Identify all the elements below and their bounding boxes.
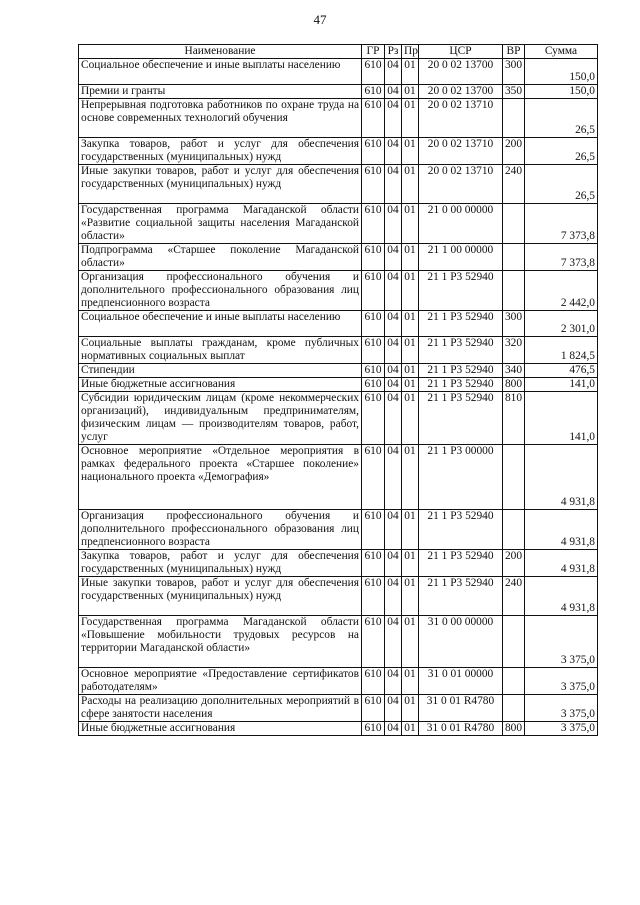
table-row [79, 364, 598, 378]
row-gr-cell: 610 [362, 311, 385, 337]
row-vr-cell [503, 445, 525, 510]
row-vr-cell: 340 [503, 364, 525, 378]
row-rz-cell: 04 [385, 577, 402, 616]
row-vr-cell: 240 [503, 577, 525, 616]
row-csr-cell: 21 1 P3 52940 [419, 510, 503, 550]
column-header-sum: Сумма [525, 45, 598, 59]
row-name-cell: Государственная программа Магаданской области «Развитие социальной защиты населения Магаданской области» [79, 204, 362, 244]
row-rz-cell: 04 [385, 695, 402, 722]
row-sum-cell: 7 373,8 [525, 204, 598, 244]
row-sum-cell: 4 931,8 [525, 445, 598, 510]
row-sum-cell: 4 931,8 [525, 550, 598, 577]
row-gr-cell: 610 [362, 695, 385, 722]
table-row [79, 138, 598, 165]
row-csr-cell: 21 0 00 00000 [419, 204, 503, 244]
row-csr-cell: 21 1 P3 52940 [419, 577, 503, 616]
row-csr-cell: 20 0 02 13710 [419, 165, 503, 204]
row-sum-cell: 3 375,0 [525, 695, 598, 722]
row-gr-cell: 610 [362, 445, 385, 510]
row-gr-cell: 610 [362, 85, 385, 99]
row-sum-cell: 1 824,5 [525, 337, 598, 364]
row-pr-cell: 01 [402, 550, 419, 577]
row-rz-cell: 04 [385, 392, 402, 445]
row-sum-cell: 3 375,0 [525, 616, 598, 668]
row-vr-cell: 200 [503, 138, 525, 165]
row-gr-cell: 610 [362, 337, 385, 364]
table-row [79, 337, 598, 364]
row-rz-cell: 04 [385, 85, 402, 99]
row-gr-cell: 610 [362, 510, 385, 550]
row-sum-cell: 26,5 [525, 165, 598, 204]
row-rz-cell: 04 [385, 550, 402, 577]
row-pr-cell: 01 [402, 138, 419, 165]
row-vr-cell: 320 [503, 337, 525, 364]
row-sum-cell: 141,0 [525, 378, 598, 392]
row-pr-cell: 01 [402, 204, 419, 244]
row-sum-cell: 4 931,8 [525, 577, 598, 616]
row-sum-cell: 3 375,0 [525, 722, 598, 736]
row-csr-cell: 31 0 01 00000 [419, 668, 503, 695]
row-pr-cell: 01 [402, 392, 419, 445]
row-csr-cell: 31 0 01 R4780 [419, 722, 503, 736]
row-csr-cell: 31 0 00 00000 [419, 616, 503, 668]
row-gr-cell: 610 [362, 550, 385, 577]
row-csr-cell: 20 0 02 13700 [419, 59, 503, 85]
row-vr-cell [503, 695, 525, 722]
table-row [79, 85, 598, 99]
row-pr-cell: 01 [402, 364, 419, 378]
row-name-cell: Субсидии юридическим лицам (кроме некоммерческих организаций), индивидуальным предпринимателям, физическим лицам — производителям товаров, работ, услуг [79, 392, 362, 445]
row-name-cell: Расходы на реализацию дополнительных мероприятий в сфере занятости населения [79, 695, 362, 722]
table-body [79, 59, 598, 736]
row-pr-cell: 01 [402, 378, 419, 392]
row-gr-cell: 610 [362, 722, 385, 736]
row-csr-cell: 21 1 P3 52940 [419, 550, 503, 577]
row-rz-cell: 04 [385, 378, 402, 392]
row-gr-cell: 610 [362, 59, 385, 85]
row-gr-cell: 610 [362, 99, 385, 138]
row-rz-cell: 04 [385, 59, 402, 85]
row-csr-cell: 21 1 P3 52940 [419, 311, 503, 337]
row-rz-cell: 04 [385, 616, 402, 668]
budget-table [78, 44, 598, 736]
row-name-cell: Социальное обеспечение и иные выплаты населению [79, 311, 362, 337]
table-row [79, 577, 598, 616]
row-vr-cell [503, 616, 525, 668]
row-vr-cell [503, 271, 525, 311]
table-header-row [79, 45, 598, 59]
table-row [79, 244, 598, 271]
row-pr-cell: 01 [402, 271, 419, 311]
row-pr-cell: 01 [402, 311, 419, 337]
row-csr-cell: 31 0 01 R4780 [419, 695, 503, 722]
row-name-cell: Иные бюджетные ассигнования [79, 722, 362, 736]
table-row [79, 550, 598, 577]
row-name-cell: Иные закупки товаров, работ и услуг для обеспечения государственных (муниципальных) нужд [79, 577, 362, 616]
table-row [79, 311, 598, 337]
row-name-cell: Основное мероприятие «Отдельное мероприятия в рамках федерального проекта «Старшее поколение» национального проекта «Демография» [79, 445, 362, 510]
table-row [79, 59, 598, 85]
table-row [79, 695, 598, 722]
row-rz-cell: 04 [385, 99, 402, 138]
row-pr-cell: 01 [402, 577, 419, 616]
row-gr-cell: 610 [362, 668, 385, 695]
row-vr-cell [503, 510, 525, 550]
row-vr-cell [503, 668, 525, 695]
row-vr-cell: 300 [503, 311, 525, 337]
row-gr-cell: 610 [362, 616, 385, 668]
row-name-cell: Закупка товаров, работ и услуг для обеспечения государственных (муниципальных) нужд [79, 138, 362, 165]
row-pr-cell: 01 [402, 445, 419, 510]
row-csr-cell: 21 1 P3 52940 [419, 378, 503, 392]
row-csr-cell: 21 1 P3 00000 [419, 445, 503, 510]
row-csr-cell: 21 1 P3 52940 [419, 364, 503, 378]
row-pr-cell: 01 [402, 616, 419, 668]
row-vr-cell: 810 [503, 392, 525, 445]
row-vr-cell [503, 204, 525, 244]
row-csr-cell: 20 0 02 13710 [419, 138, 503, 165]
row-sum-cell: 476,5 [525, 364, 598, 378]
row-vr-cell: 350 [503, 85, 525, 99]
row-sum-cell: 26,5 [525, 138, 598, 165]
row-pr-cell: 01 [402, 99, 419, 138]
row-pr-cell: 01 [402, 722, 419, 736]
row-vr-cell [503, 99, 525, 138]
row-name-cell: Непрерывная подготовка работников по охране труда на основе современных технологий обучения [79, 99, 362, 138]
row-name-cell: Иные бюджетные ассигнования [79, 378, 362, 392]
row-sum-cell: 26,5 [525, 99, 598, 138]
row-gr-cell: 610 [362, 392, 385, 445]
row-name-cell: Организация профессионального обучения и дополнительного профессионального образования лиц предпенсионного возраста [79, 271, 362, 311]
row-vr-cell: 800 [503, 378, 525, 392]
row-gr-cell: 610 [362, 364, 385, 378]
row-gr-cell: 610 [362, 138, 385, 165]
table-row [79, 445, 598, 510]
row-gr-cell: 610 [362, 244, 385, 271]
row-sum-cell: 150,0 [525, 59, 598, 85]
row-vr-cell: 200 [503, 550, 525, 577]
table-row [79, 722, 598, 736]
row-csr-cell: 21 1 00 00000 [419, 244, 503, 271]
row-name-cell: Организация профессионального обучения и дополнительного профессионального образования лиц предпенсионного возраста [79, 510, 362, 550]
row-rz-cell: 04 [385, 337, 402, 364]
row-name-cell: Основное мероприятие «Предоставление сертификатов работодателям» [79, 668, 362, 695]
row-name-cell: Стипендии [79, 364, 362, 378]
row-pr-cell: 01 [402, 337, 419, 364]
row-sum-cell: 2 301,0 [525, 311, 598, 337]
column-header-pr: Пр [402, 45, 419, 59]
table-row [79, 165, 598, 204]
row-sum-cell: 7 373,8 [525, 244, 598, 271]
table-row [79, 99, 598, 138]
row-rz-cell: 04 [385, 722, 402, 736]
row-gr-cell: 610 [362, 165, 385, 204]
row-csr-cell: 21 1 P3 52940 [419, 337, 503, 364]
row-rz-cell: 04 [385, 204, 402, 244]
table-row [79, 668, 598, 695]
table-row [79, 378, 598, 392]
row-rz-cell: 04 [385, 510, 402, 550]
row-rz-cell: 04 [385, 445, 402, 510]
row-rz-cell: 04 [385, 244, 402, 271]
column-header-gr: ГР [362, 45, 385, 59]
row-name-cell: Иные закупки товаров, работ и услуг для обеспечения государственных (муниципальных) нужд [79, 165, 362, 204]
row-pr-cell: 01 [402, 510, 419, 550]
row-rz-cell: 04 [385, 138, 402, 165]
row-rz-cell: 04 [385, 311, 402, 337]
row-name-cell: Премии и гранты [79, 85, 362, 99]
table-row [79, 392, 598, 445]
row-vr-cell: 240 [503, 165, 525, 204]
row-pr-cell: 01 [402, 244, 419, 271]
row-gr-cell: 610 [362, 271, 385, 311]
page-number: 47 [313, 12, 327, 27]
row-sum-cell: 3 375,0 [525, 668, 598, 695]
row-vr-cell: 800 [503, 722, 525, 736]
table-row [79, 616, 598, 668]
table-row [79, 204, 598, 244]
row-name-cell: Социальное обеспечение и иные выплаты населению [79, 59, 362, 85]
row-name-cell: Подпрограмма «Старшее поколение Магаданской области» [79, 244, 362, 271]
row-csr-cell: 20 0 02 13710 [419, 99, 503, 138]
row-name-cell: Закупка товаров, работ и услуг для обеспечения государственных (муниципальных) нужд [79, 550, 362, 577]
column-header-rz: Рз [385, 45, 402, 59]
column-header-vr: ВР [503, 45, 525, 59]
table-row [79, 271, 598, 311]
row-pr-cell: 01 [402, 165, 419, 204]
row-csr-cell: 20 0 02 13700 [419, 85, 503, 99]
row-pr-cell: 01 [402, 695, 419, 722]
row-pr-cell: 01 [402, 668, 419, 695]
row-sum-cell: 2 442,0 [525, 271, 598, 311]
column-header-name: Наименование [79, 45, 362, 59]
row-vr-cell: 300 [503, 59, 525, 85]
row-csr-cell: 21 1 P3 52940 [419, 392, 503, 445]
row-gr-cell: 610 [362, 577, 385, 616]
row-sum-cell: 4 931,8 [525, 510, 598, 550]
row-name-cell: Государственная программа Магаданской области «Повышение мобильности трудовых ресурсов на территории Магаданской области» [79, 616, 362, 668]
row-gr-cell: 610 [362, 378, 385, 392]
row-pr-cell: 01 [402, 59, 419, 85]
table-row [79, 510, 598, 550]
row-gr-cell: 610 [362, 204, 385, 244]
row-name-cell: Социальные выплаты гражданам, кроме публичных нормативных социальных выплат [79, 337, 362, 364]
column-header-csr: ЦСР [419, 45, 503, 59]
row-csr-cell: 21 1 P3 52940 [419, 271, 503, 311]
row-rz-cell: 04 [385, 271, 402, 311]
row-rz-cell: 04 [385, 364, 402, 378]
row-rz-cell: 04 [385, 165, 402, 204]
row-rz-cell: 04 [385, 668, 402, 695]
row-sum-cell: 141,0 [525, 392, 598, 445]
row-pr-cell: 01 [402, 85, 419, 99]
row-sum-cell: 150,0 [525, 85, 598, 99]
row-vr-cell [503, 244, 525, 271]
